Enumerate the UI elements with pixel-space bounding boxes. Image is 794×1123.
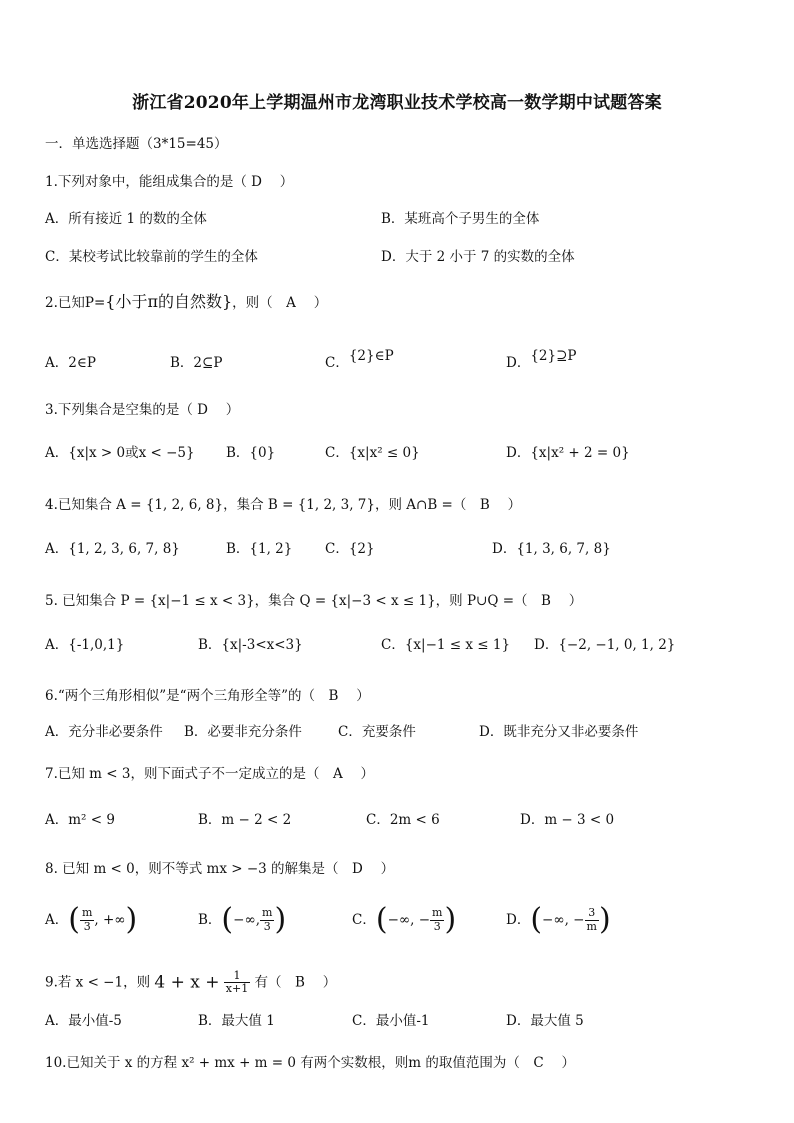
q8-option-c-fraction (430, 907, 444, 932)
q4-option-b: B．{1, 2} (226, 541, 293, 557)
q8-option-b-lparen: ( (221, 902, 234, 937)
q6-option-b: B．必要非充分条件 (184, 724, 302, 740)
q9-stem-pre: 9.若 x < −1，则 (45, 974, 151, 991)
q3-option-b: B．{0} (226, 445, 276, 461)
q5-option-b: B．{x|-3<x<3} (198, 637, 303, 653)
q2-option-b: B．2⊆P (170, 355, 223, 371)
q4-option-c: C．{2} (325, 541, 375, 557)
q8-option-b-rparen: ) (274, 902, 287, 937)
q9-numerator: 1 (224, 970, 250, 983)
q3-option-c: C．{x|x² ≤ 0} (325, 445, 420, 461)
section-heading: 一．单选选择题（3*15=45） (45, 136, 228, 152)
q6-stem: 6.“两个三角形相似”是“两个三角形全等”的（ B ） (45, 688, 370, 704)
q1-option-d: D．大于 2 小于 7 的实数的全体 (381, 249, 575, 265)
q8-option-a-lparen: ( (68, 902, 80, 937)
q8-option-c (352, 902, 456, 938)
q8-option-c-left: −∞, − (387, 911, 431, 928)
q2-option-c-expr: {2}∈P (348, 348, 394, 364)
q8-option-d (506, 902, 611, 938)
q8-option-a-denominator: 3 (83, 919, 91, 933)
q9-stem (45, 970, 336, 995)
q2-option-d (506, 348, 577, 371)
q9-stem-post: 有（ B ） (254, 974, 337, 991)
q7-option-d: D．m − 3 < 0 (520, 812, 615, 828)
q8-option-d-lparen: ( (530, 902, 543, 937)
q4-stem: 4.已知集合 A = {1, 2, 6, 8}，集合 B = {1, 2, 3, 7}，则 A∩B =（ B ） (45, 497, 522, 513)
q8-option-c-lparen: ( (375, 902, 388, 937)
q8-option-a-right: , +∞ (94, 911, 126, 928)
q8-option-d-denominator: m (586, 919, 597, 933)
q5-stem: 5. 已知集合 P = {x|−1 ≤ x < 3}，集合 Q = {x|−3 < x ≤ 1}，则 P∪Q =（ B ） (45, 593, 583, 609)
q6-option-c: C．充要条件 (338, 724, 416, 740)
q8-option-d-label: D． (506, 911, 531, 928)
q3-option-d: D．{x|x² + 2 = 0} (506, 445, 630, 461)
q2-option-d-label: D． (506, 355, 531, 371)
q8-option-a-numerator: m (81, 906, 93, 920)
q8-option-a-rparen: ) (125, 902, 138, 937)
q8-stem: 8. 已知 m < 0，则不等式 mx > −3 的解集是（ D ） (45, 861, 395, 877)
q9-option-a: A．最小值-5 (45, 1013, 122, 1029)
q5-option-a: A．{-1,0,1} (45, 637, 125, 653)
q1-option-c: C．某校考试比较靠前的学生的全体 (45, 249, 258, 265)
q8-option-d-rparen: ) (598, 902, 611, 937)
q8-option-d-numerator: 3 (585, 907, 599, 920)
q1-option-b: B．某班高个子男生的全体 (381, 211, 540, 227)
q3-stem: 3.下列集合是空集的是（ D ） (45, 402, 240, 418)
q8-option-a-label: A． (45, 911, 69, 928)
q8-option-b-numerator: m (262, 906, 273, 920)
q9-option-c: C．最小值-1 (352, 1013, 430, 1029)
q8-option-c-label: C． (352, 911, 376, 928)
q8-option-a-fraction (80, 907, 94, 932)
q2-option-c (325, 348, 394, 371)
q9-option-b: B．最大值 1 (198, 1013, 275, 1029)
q1-option-a: A．所有接近 1 的数的全体 (45, 211, 207, 227)
q8-option-d-left: −∞, − (542, 911, 585, 928)
document-title: 浙江省2020年上学期温州市龙湾职业技术学校高一数学期中试题答案 (132, 93, 662, 113)
q9-denominator: x+1 (225, 982, 249, 996)
q4-option-d: D．{1, 3, 6, 7, 8} (492, 541, 611, 557)
q9-expression: 4 + x + (154, 972, 220, 993)
q9-option-d: D．最大值 5 (506, 1013, 584, 1029)
q2-set: {小于π的自然数} (105, 292, 233, 311)
q5-option-d: D．{−2, −1, 0, 1, 2} (534, 637, 676, 653)
q8-option-c-rparen: ) (444, 902, 457, 937)
q1-stem: 1.下列对象中，能组成集合的是（ D ） (45, 174, 294, 190)
q2-stem-post: ，则（ A ） (232, 295, 328, 311)
q8-option-c-numerator: m (432, 906, 443, 920)
q8-option-d-fraction (585, 907, 599, 932)
q2-option-a: A．2∈P (45, 355, 96, 371)
q8-option-b (198, 902, 286, 938)
q9-fraction (224, 970, 250, 995)
q7-stem: 7.已知 m < 3，则下面式子不一定成立的是（ A ） (45, 766, 374, 782)
q7-option-a: A．m² < 9 (45, 812, 115, 828)
q5-option-c: C．{x|−1 ≤ x ≤ 1} (381, 637, 511, 653)
q2-option-d-expr: {2}⊇P (530, 348, 577, 364)
q3-option-a: A．{x|x > 0或x < −5} (45, 445, 195, 461)
q4-option-a: A．{1, 2, 3, 6, 7, 8} (45, 541, 180, 557)
q2-stem (45, 292, 327, 311)
q8-option-b-fraction (260, 907, 274, 932)
q8-option-c-denominator: 3 (433, 919, 441, 933)
q8-option-a (45, 902, 137, 938)
q8-option-b-left: −∞, (233, 911, 260, 928)
q8-option-b-label: B． (198, 911, 222, 928)
q7-option-b: B．m − 2 < 2 (198, 812, 292, 828)
q8-option-b-denominator: 3 (263, 919, 271, 933)
q6-option-d: D．既非充分又非必要条件 (479, 724, 639, 740)
q10-stem: 10.已知关于 x 的方程 x² + mx + m = 0 有两个实数根，则m 的取值范围为（ C ） (45, 1055, 575, 1071)
q2-option-c-label: C． (325, 355, 349, 371)
q2-stem-pre: 2.已知P= (45, 295, 106, 311)
q7-option-c: C．2m < 6 (366, 812, 440, 828)
q6-option-a: A．充分非必要条件 (45, 724, 163, 740)
